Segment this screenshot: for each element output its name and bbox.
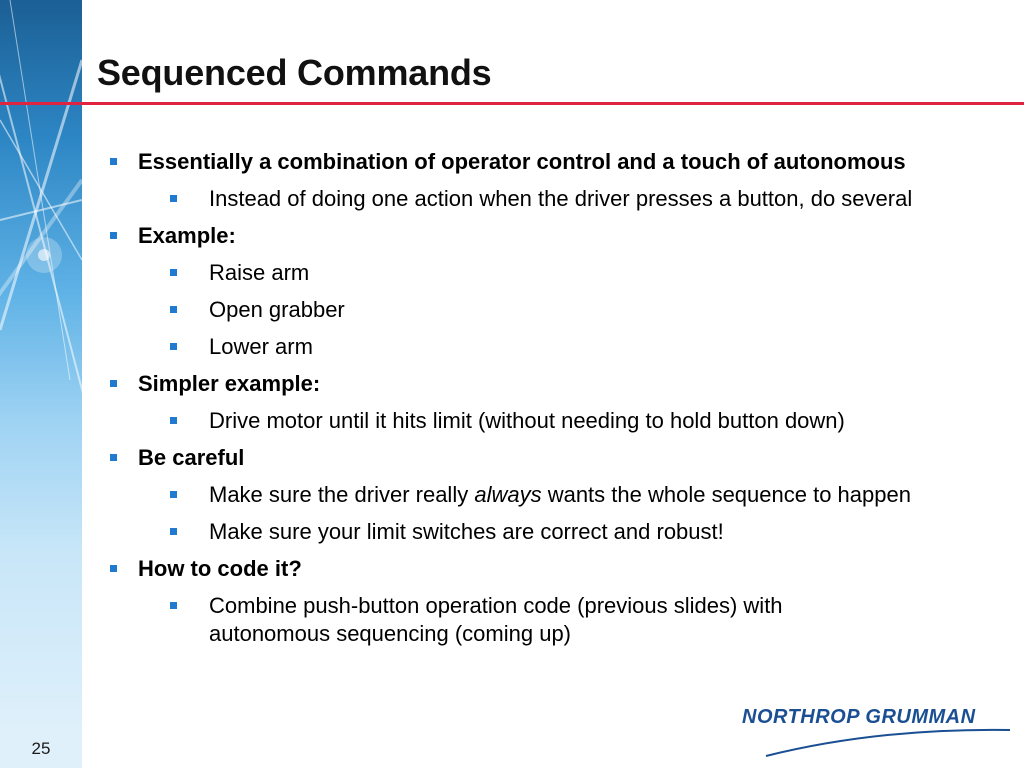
sub-bullet-text	[209, 482, 911, 507]
sub-bullet-text: Drive motor until it hits limit (without needing to hold button down)	[209, 408, 845, 433]
square-bullet-icon	[110, 158, 117, 165]
square-bullet-icon	[170, 417, 177, 424]
sub-bullet-item	[108, 592, 988, 648]
title-divider	[0, 102, 1024, 105]
sub-bullet-text-before: Make sure the driver really	[209, 482, 475, 507]
square-bullet-icon	[170, 491, 177, 498]
sub-bullet-item	[108, 407, 988, 435]
sub-bullet-item	[108, 481, 988, 509]
square-bullet-icon	[170, 195, 177, 202]
square-bullet-icon	[170, 306, 177, 313]
square-bullet-icon	[170, 343, 177, 350]
bullet-text: Essentially a combination of operator control and a touch of autonomous	[138, 149, 906, 174]
bullet-item	[108, 444, 988, 472]
bullet-text: How to code it?	[138, 556, 302, 581]
bullet-item	[108, 370, 988, 398]
sub-bullet-item	[108, 518, 988, 546]
square-bullet-icon	[110, 454, 117, 461]
decorative-side-band	[0, 0, 82, 768]
square-bullet-icon	[110, 565, 117, 572]
sub-bullet-text-after: wants the whole sequence to happen	[541, 482, 911, 507]
sub-bullet-text: Lower arm	[209, 334, 313, 359]
sub-bullet-text: Instead of doing one action when the driver presses a button, do several	[209, 186, 913, 211]
sub-bullet-text: Open grabber	[209, 297, 345, 322]
sub-bullet-item	[108, 333, 988, 361]
company-logo	[738, 706, 1014, 762]
logo-swoosh-icon	[738, 706, 1014, 762]
bullet-text: Example:	[138, 223, 236, 248]
square-bullet-icon	[170, 269, 177, 276]
sub-bullet-item	[108, 259, 988, 287]
bullet-text: Simpler example:	[138, 371, 321, 396]
bullet-item	[108, 555, 988, 583]
square-bullet-icon	[110, 232, 117, 239]
bullet-item	[108, 148, 988, 176]
logo-text: NORTHROP GRUMMAN	[742, 706, 976, 728]
slide-title: Sequenced Commands	[97, 52, 492, 93]
bullet-item	[108, 222, 988, 250]
bullet-text: Be careful	[138, 445, 245, 470]
emphasized-word: always	[474, 482, 542, 507]
sub-bullet-text: Combine push-button operation code (previous slides) with autonomous sequencing (coming up)	[209, 593, 783, 646]
sub-bullet-text: Make sure your limit switches are correct and robust!	[209, 519, 724, 544]
sub-bullet-item	[108, 185, 988, 213]
square-bullet-icon	[170, 528, 177, 535]
page-number: 25	[0, 730, 82, 768]
bullet-list	[108, 148, 988, 648]
square-bullet-icon	[110, 380, 117, 387]
sub-bullet-text: Raise arm	[209, 260, 310, 285]
square-bullet-icon	[170, 602, 177, 609]
sub-bullet-item	[108, 296, 988, 324]
